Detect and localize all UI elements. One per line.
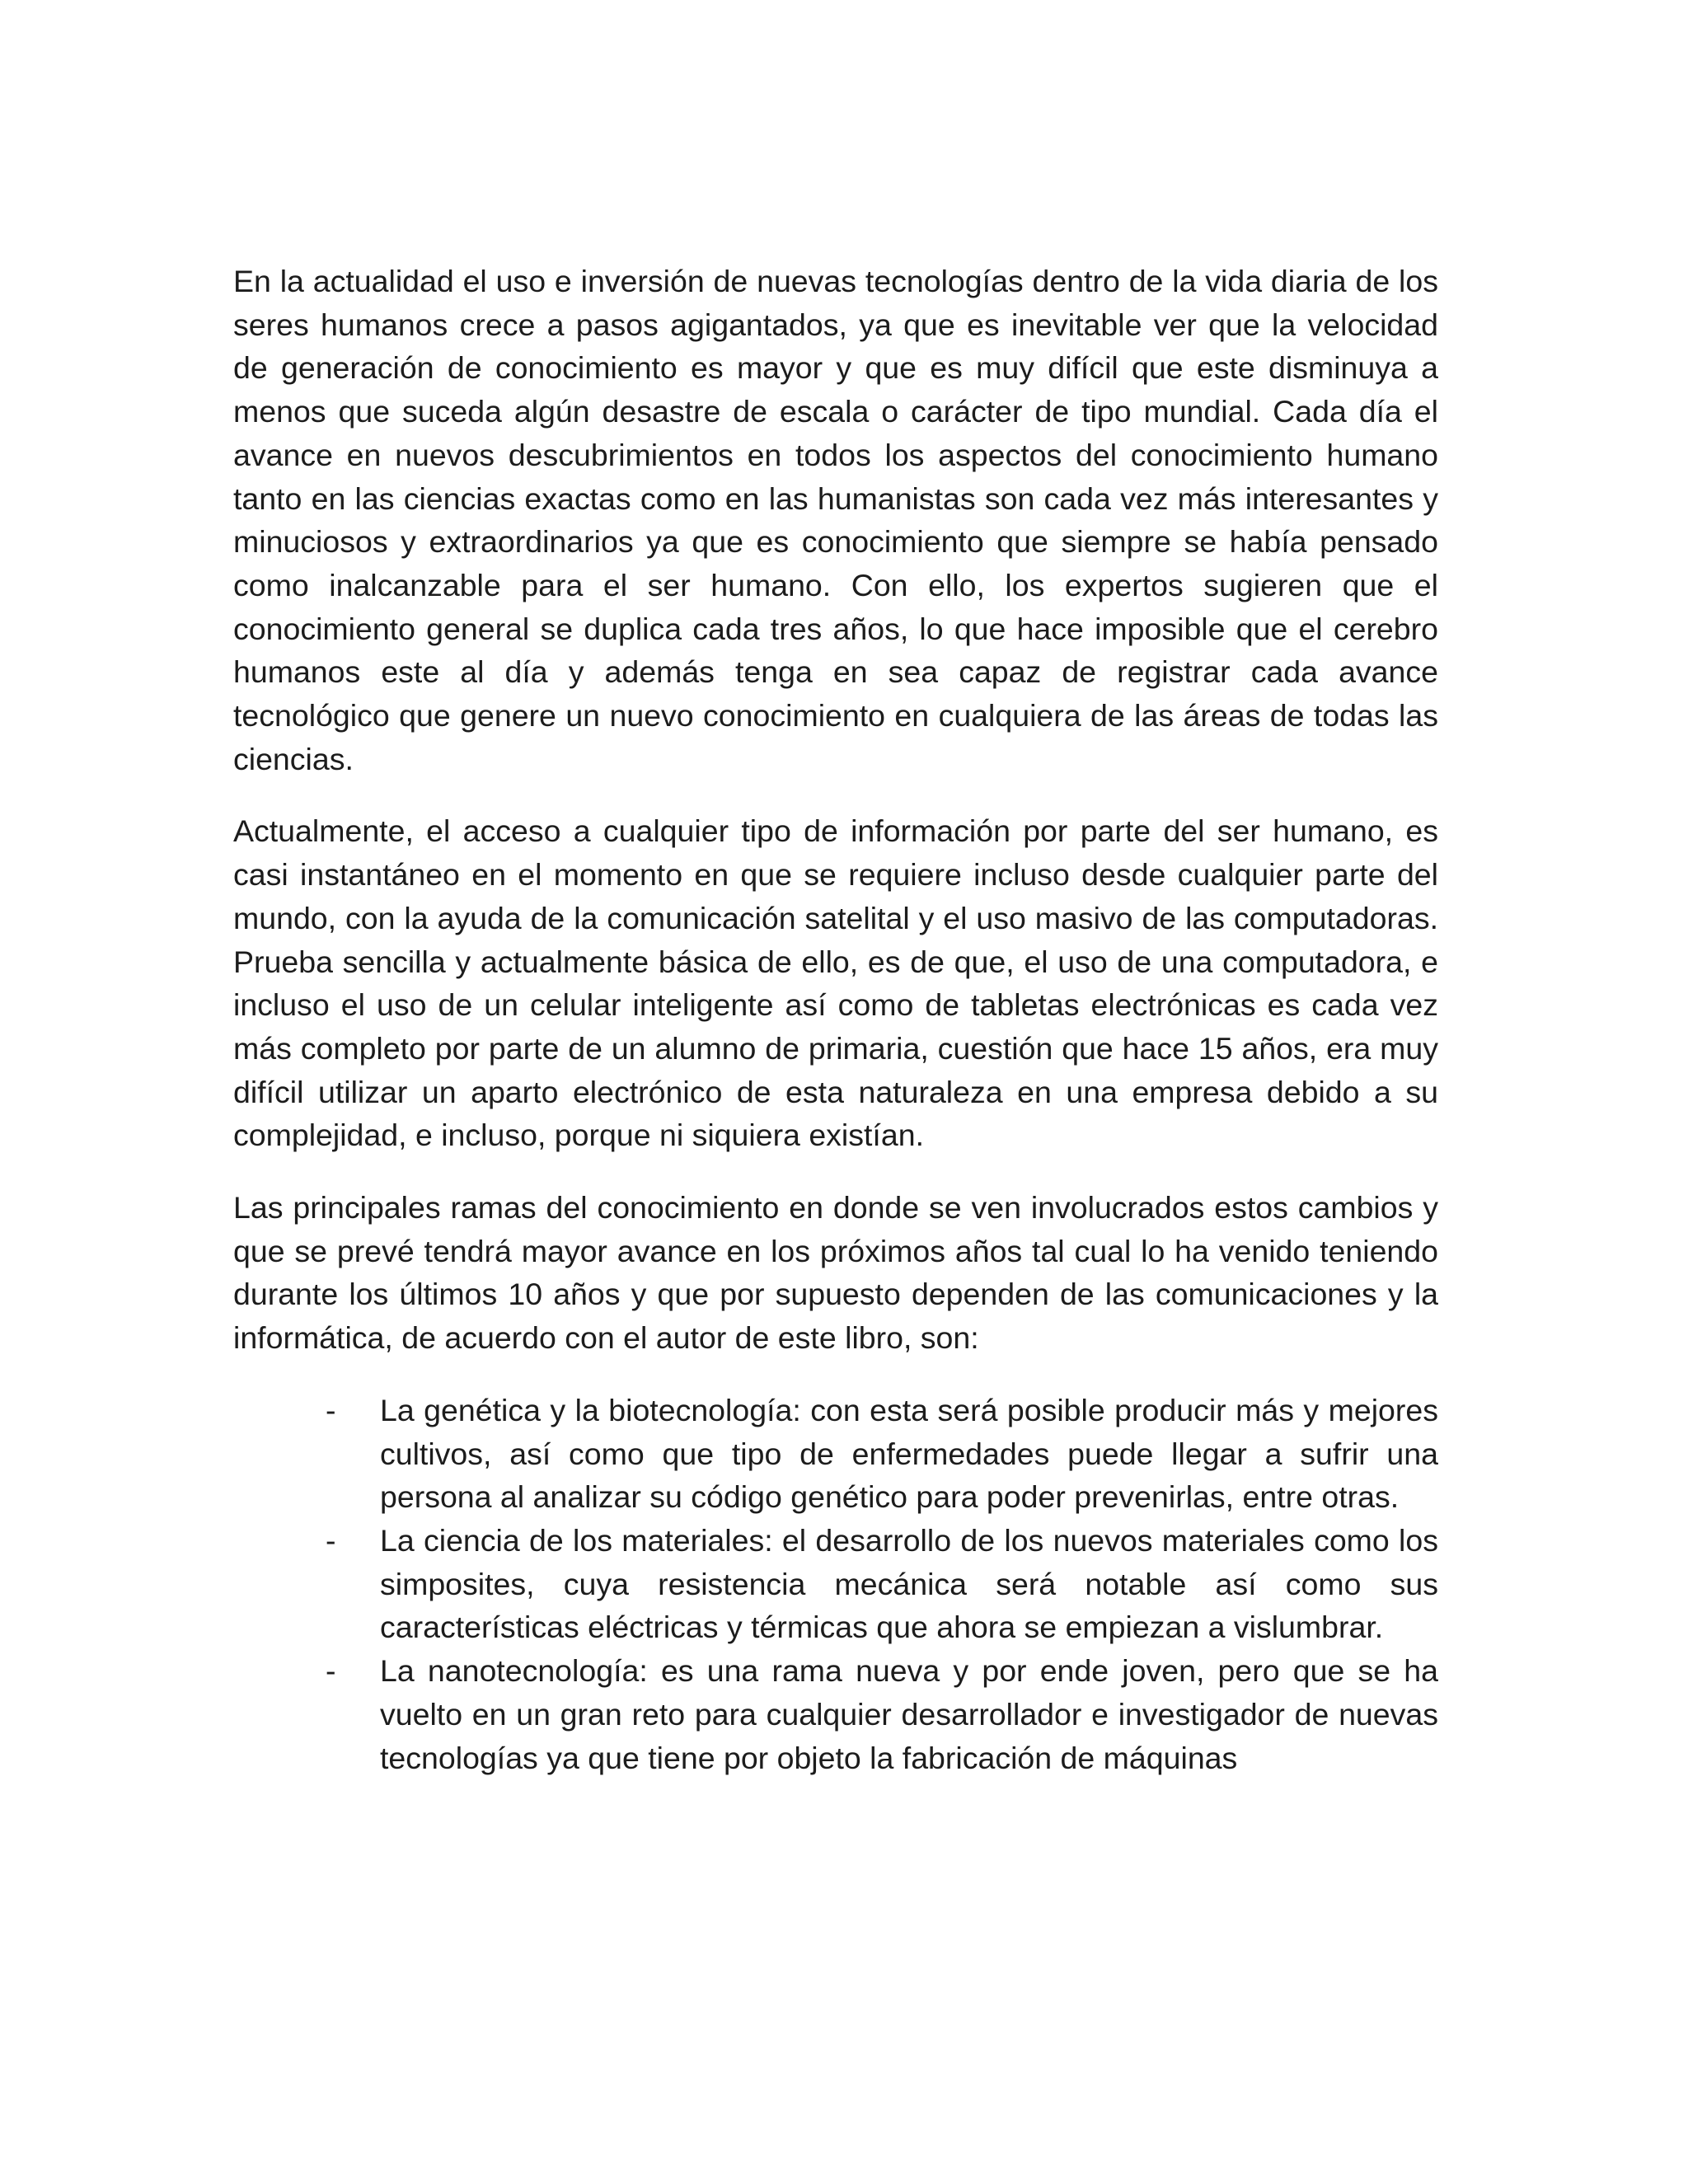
list-item (233, 1649, 1438, 1779)
list-item (233, 1519, 1438, 1649)
list-item (233, 1389, 1438, 1519)
paragraph-branches: Las principales ramas del conocimiento en donde se ven involucrados estos cambios y que se prevé tendrá mayor avance en los próximos años tal cual lo ha venido teniendo durante los últimos 10 años y que por supuesto dependen de las comunicaciones y la informática, de acuerdo con el autor de este libro, son: (233, 1190, 1438, 1356)
list-item-text: La genética y la biotecnología: con esta será posible producir más y mejores cultivos, así como que tipo de enfermedades puede llegar a sufrir una persona al analizar su código genético para poder prevenirlas, entre otras. (380, 1392, 1438, 1515)
list-item-text: La nanotecnología: es una rama nueva y por ende joven, pero que se ha vuelto en un gran reto para cualquier desarrollador e investigador de nuevas tecnologías ya que tiene por objeto la fabricación de máquinas (380, 1653, 1438, 1775)
document-body (233, 260, 1438, 1779)
paragraph-information-access: Actualmente, el acceso a cualquier tipo de información por parte del ser humano, es casi instantáneo en el momento en que se requiere incluso desde cualquier parte del mundo, con la ayuda de la comunicación satelital y el uso masivo de las computadoras. Prueba sencilla y actualmente básica de ello, es de que, el uso de una computadora, e incluso el uso de un celular inteligente así como de tabletas electrónicas es cada vez más completo por parte de un alumno de primaria, cuestión que hace 15 años, era muy difícil utilizar un aparto electrónico de esta naturaleza en una empresa debido a su complejidad, e incluso, porque ni siquiera existían. (233, 813, 1438, 1153)
paragraph-intro: En la actualidad el uso e inversión de nuevas tecnologías dentro de la vida diaria de los seres humanos crece a pasos agigantados, ya que es inevitable ver que la velocidad de generación de conocimiento es mayor y que es muy difícil que este disminuya a menos que suceda algún desastre de escala o carácter de tipo mundial. Cada día el avance en nuevos descubrimientos en todos los aspectos del conocimiento humano tanto en las ciencias exactas como en las humanistas son cada vez más interesantes y minuciosos y extraordinarios ya que es conocimiento que siempre se había pensado como inalcanzable para el ser humano. Con ello, los expertos sugieren que el conocimiento general se duplica cada tres años, lo que hace imposible que el cerebro humanos este al día y además tenga en sea capaz de registrar cada avance tecnológico que genere un nuevo conocimiento en cualquiera de las áreas de todas las ciencias. (233, 264, 1438, 776)
bullet-marker: - (326, 1522, 336, 1558)
list-item-text: La ciencia de los materiales: el desarrollo de los nuevos materiales como los simposites, cuya resistencia mecánica será notable así como sus características eléctricas y térmicas que ahora se empiezan a vislumbrar. (380, 1522, 1438, 1645)
bullet-marker: - (326, 1653, 336, 1689)
bullet-marker: - (326, 1392, 336, 1427)
branches-list (233, 1389, 1438, 1779)
